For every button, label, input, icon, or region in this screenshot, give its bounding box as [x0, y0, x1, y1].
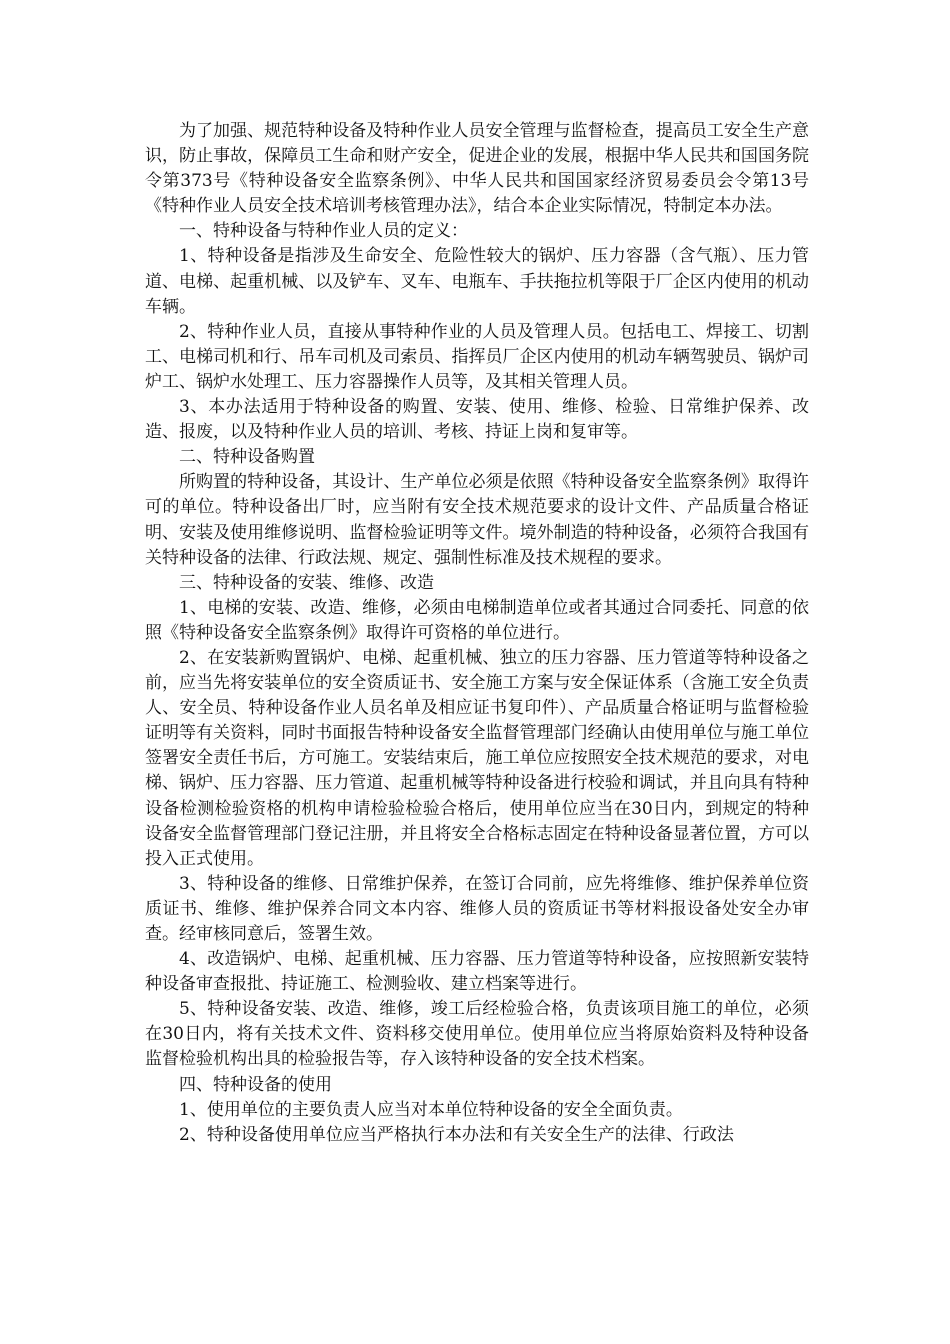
section-heading-definitions: 一、特种设备与特种作业人员的定义： — [179, 221, 468, 242]
document-body — [145, 119, 809, 1148]
purchase-paragraph: 所购置的特种设备，其设计、生产单位必须是依照《特种设备安全监察条例》取得许可的单位。特种设备出厂时，应当附有安全技术规范要求的设计文件、产品质量合格证明、安装及使用维修说明、监督检验证明等文件。境外制造的特种设备，必须符合我国有关特种设备的法律、行政法规、规定、强制性标准及技术规程的要求。 — [145, 472, 809, 568]
installation-item-2: 2、在安装新购置锅炉、电梯、起重机械、独立的压力容器、压力管道等特种设备之前，应当先将安装单位的安全资质证书、安全施工方案与安全保证体系（含施工安全负责人、安全员、特种设备作业人员名单及相应证书复印件）、产品质量合格证明与监督检验证明等有关资料，同时书面报告特种设备安全监督管理部门经确认由使用单位与施工单位签署安全责任书后，方可施工。安装结束后，施工单位应按照安全技术规范的要求，对电梯、锅炉、压力容器、压力管道、起重机械等特种设备进行校验和调试，并且向具有特种设备检测检验资格的机构申请检验检验合格后，使用单位应当在30日内，到规定的特种设备安全监督管理部门登记注册，并且将安全合格标志固定在特种设备显著位置，方可以投入正式使用。 — [145, 647, 809, 869]
usage-item-2: 2、特种设备使用单位应当严格执行本办法和有关安全生产的法律、行政法 — [179, 1124, 734, 1145]
definition-item-2: 2、特种作业人员，直接从事特种作业的人员及管理人员。包括电工、焊接工、切割工、电梯司机和行、吊车司机及司索员、指挥员厂企区内使用的机动车辆驾驶员、锅炉司炉工、锅炉水处理工、压力容器操作人员等，及其相关管理人员。 — [145, 321, 809, 392]
section-heading-usage: 四、特种设备的使用 — [179, 1074, 332, 1095]
section-heading-purchase: 二、特种设备购置 — [179, 447, 315, 468]
usage-item-1: 1、使用单位的主要负责人应当对本单位特种设备的安全全面负责。 — [179, 1099, 683, 1120]
installation-item-3: 3、特种设备的维修、日常维护保养，在签订合同前，应先将维修、维护保养单位资质证书、维修、维护保养合同文本内容、维修人员的资质证书等材料报设备处安全办审查。经审核同意后，签署生效。 — [145, 873, 809, 944]
installation-item-4: 4、改造锅炉、电梯、起重机械、压力容器、压力管道等特种设备，应按照新安装特种设备审查报批、持证施工、检测验收、建立档案等进行。 — [145, 949, 809, 995]
definition-item-3: 3、本办法适用于特种设备的购置、安装、使用、维修、检验、日常维护保养、改造、报废，以及特种作业人员的培训、考核、持证上岗和复审等。 — [145, 397, 809, 443]
installation-item-5: 5、特种设备安装、改造、维修，竣工后经检验合格，负责该项目施工的单位，必须在30日内，将有关技术文件、资料移交使用单位。使用单位应当将原始资料及特种设备监督检验机构出具的检验报告等，存入该特种设备的安全技术档案。 — [145, 999, 809, 1070]
definition-item-1: 1、特种设备是指涉及生命安全、危险性较大的锅炉、压力容器（含气瓶）、压力管道、电梯、起重机械、以及铲车、叉车、电瓶车、手扶拖拉机等限于厂企区内使用的机动车辆。 — [145, 246, 809, 317]
installation-item-1: 1、电梯的安装、改造、维修，必须由电梯制造单位或者其通过合同委托、同意的依照《特种设备安全监察条例》取得许可资格的单位进行。 — [145, 597, 809, 643]
section-heading-installation: 三、特种设备的安装、维修、改造 — [179, 572, 434, 593]
intro-paragraph: 为了加强、规范特种设备及特种作业人员安全管理与监督检查，提高员工安全生产意识，防止事故，保障员工生命和财产安全，促进企业的发展，根据中华人民共和国国务院令第373号《特种设备安全监察条例》、中华人民共和国国家经济贸易委员会令第13号《特种作业人员安全技术培训考核管理办法》，结合本企业实际情况，特制定本办法。 — [145, 121, 809, 217]
